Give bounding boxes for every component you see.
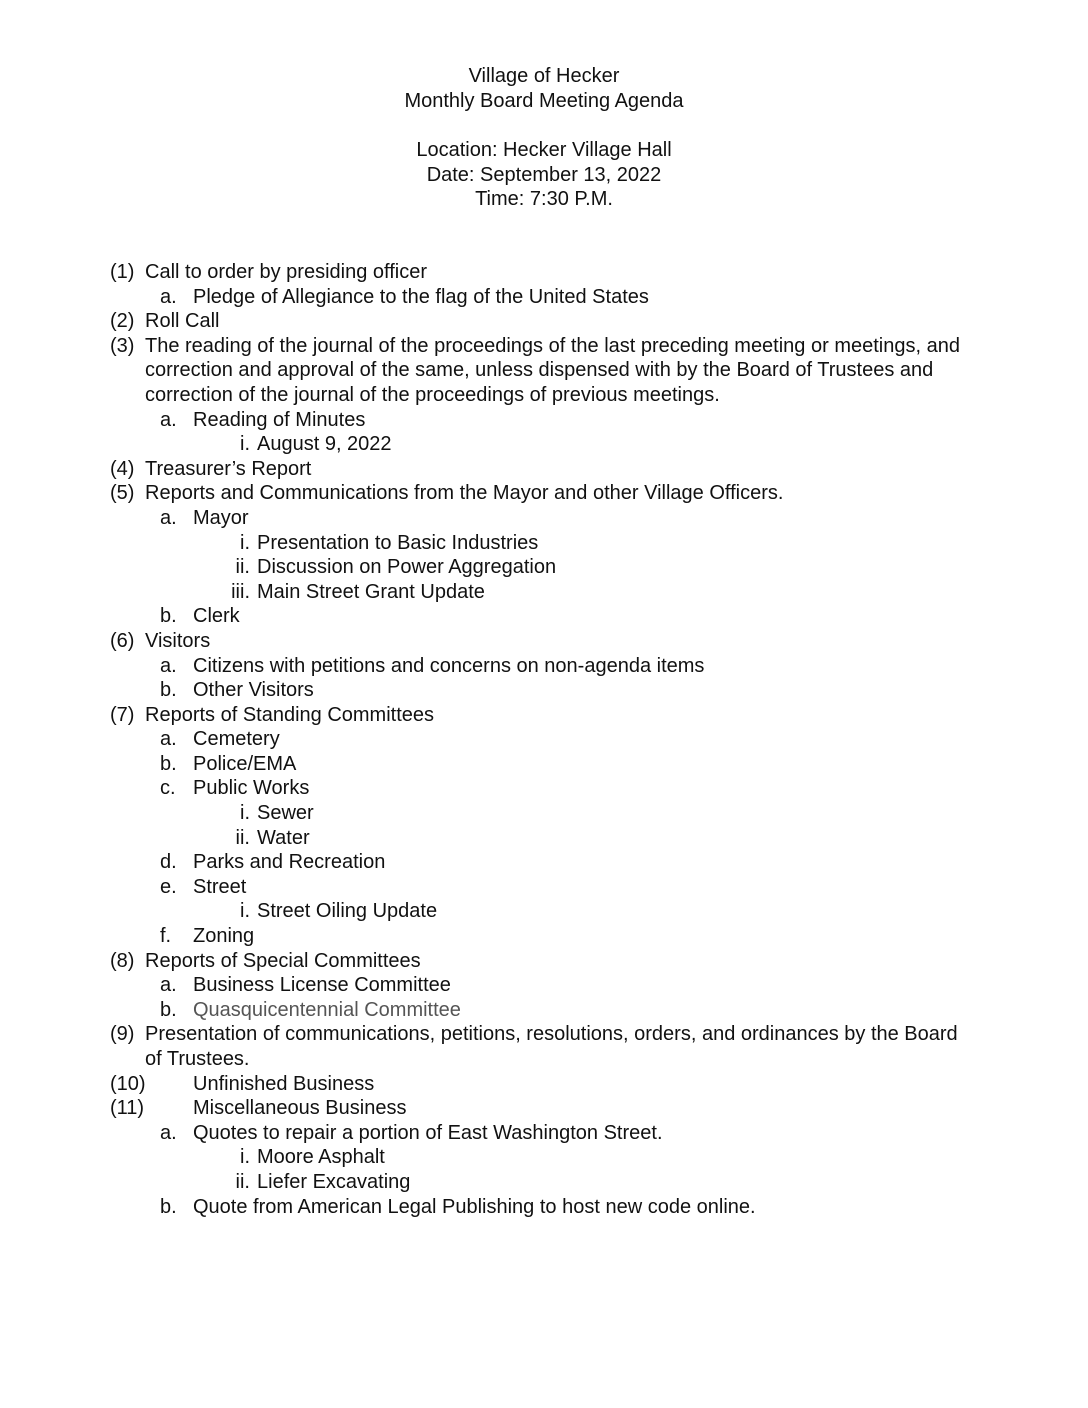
agenda-item (0, 432, 1088, 457)
agenda-item-text: Pledge of Allegiance to the flag of the United States (193, 285, 649, 308)
agenda-item-marker: (4) (110, 457, 135, 480)
agenda-item-text: Reports of Special Committees (145, 949, 421, 972)
agenda-item-marker: i. (240, 900, 250, 923)
agenda-item-text: Reading of Minutes (193, 408, 366, 431)
agenda-item-marker: a. (160, 408, 177, 431)
meeting-date: Date: September 13, 2022 (426, 163, 662, 186)
agenda-item-marker: b. (160, 998, 177, 1021)
agenda-item-marker: iii. (231, 580, 250, 603)
agenda-item-text: Parks and Recreation (193, 851, 386, 874)
agenda-item-marker: (11) (110, 1097, 145, 1120)
agenda-item-continuation (0, 358, 1088, 383)
agenda-item-continuation (0, 383, 1088, 408)
agenda-item (0, 604, 1088, 629)
agenda-item (0, 1096, 1088, 1121)
agenda-item-marker: ii. (235, 826, 250, 849)
agenda-item-text: Unfinished Business (193, 1072, 375, 1095)
agenda-item (0, 973, 1088, 998)
agenda-item-text: Miscellaneous Business (193, 1097, 407, 1120)
agenda-item-text: Discussion on Power Aggregation (257, 556, 557, 579)
agenda-item-marker: i. (240, 531, 250, 554)
agenda-item (0, 1121, 1088, 1146)
agenda-item-text: correction of the journal of the proceedings of previous meetings. (145, 383, 720, 406)
agenda-item-text: Street Oiling Update (257, 900, 438, 923)
agenda-item-text: The reading of the journal of the proceedings of the last preceding meeting or meetings, and (145, 334, 960, 357)
agenda-item-text: August 9, 2022 (257, 433, 392, 456)
agenda-item-text: Liefer Excavating (257, 1170, 411, 1193)
agenda-item-text: correction and approval of the same, unless dispensed with by the Board of Trustees and (145, 359, 934, 382)
agenda-item (0, 752, 1088, 777)
agenda-item-marker: (10) (110, 1072, 146, 1095)
agenda-item (0, 899, 1088, 924)
agenda-item-text: Quasquicentennial Committee (193, 998, 461, 1021)
agenda-item-marker: c. (160, 777, 176, 800)
agenda-item-text: Street (193, 875, 247, 898)
agenda-list (0, 260, 1088, 1219)
agenda-item (0, 285, 1088, 310)
agenda-item-text: Citizens with petitions and concerns on non-agenda items (193, 654, 705, 677)
village-name: Village of Hecker (468, 65, 620, 87)
agenda-item (0, 580, 1088, 605)
agenda-item-marker: (7) (110, 703, 135, 726)
agenda-item-marker: a. (160, 1121, 177, 1144)
agenda-item-text: Moore Asphalt (257, 1146, 385, 1169)
agenda-item-text: Sewer (257, 802, 314, 825)
agenda-item-marker: i. (240, 1146, 250, 1169)
agenda-item (0, 924, 1088, 949)
agenda-item-marker: a. (160, 974, 177, 997)
agenda-item-text: of Trustees. (145, 1048, 250, 1070)
agenda-item-text: Clerk (193, 605, 240, 628)
agenda-item-marker: ii. (235, 556, 250, 579)
agenda-item-marker: b. (160, 1195, 177, 1218)
agenda-item-text: Presentation of communications, petitions, resolutions, orders, and ordinances by the Board (145, 1023, 958, 1046)
agenda-item-marker: f. (160, 925, 172, 948)
agenda-item-text: Quotes to repair a portion of East Washington Street. (193, 1121, 663, 1144)
agenda-item (0, 506, 1088, 531)
agenda-header (0, 64, 1088, 113)
agenda-item-marker: d. (160, 851, 177, 874)
agenda-item (0, 408, 1088, 433)
agenda-item-text: Main Street Grant Update (257, 580, 485, 603)
agenda-item-text: Reports and Communications from the Mayor and other Village Officers. (145, 482, 784, 505)
agenda-item-text: Water (257, 826, 310, 849)
agenda-item-text: Mayor (193, 506, 249, 529)
agenda-item (0, 949, 1088, 974)
agenda-item (0, 776, 1088, 801)
agenda-item (0, 309, 1088, 334)
agenda-item-marker: (3) (110, 334, 135, 357)
agenda-item (0, 850, 1088, 875)
agenda-item (0, 1072, 1088, 1097)
agenda-item-marker: a. (160, 506, 177, 529)
agenda-item (0, 727, 1088, 752)
agenda-item-marker: e. (160, 875, 177, 898)
agenda-item (0, 457, 1088, 482)
agenda-item (0, 1145, 1088, 1170)
agenda-item-marker: ii. (235, 1170, 250, 1193)
agenda-item (0, 629, 1088, 654)
agenda-item-marker: (6) (110, 629, 135, 652)
agenda-item (0, 531, 1088, 556)
agenda-item-marker: a. (160, 285, 177, 308)
agenda-item (0, 703, 1088, 728)
agenda-item-marker: b. (160, 752, 177, 775)
agenda-item-text: Roll Call (145, 310, 220, 333)
document-title: Monthly Board Meeting Agenda (404, 89, 684, 112)
agenda-item-text: Reports of Standing Committees (145, 703, 435, 726)
agenda-item (0, 260, 1088, 285)
agenda-item (0, 1170, 1088, 1195)
meeting-time: Time: 7:30 P.M. (475, 188, 613, 211)
agenda-item-text: Treasurer’s Report (145, 457, 312, 480)
agenda-item (0, 826, 1088, 851)
agenda-item (0, 334, 1088, 359)
agenda-item-text: Cemetery (193, 728, 280, 751)
agenda-item-marker: b. (160, 605, 177, 628)
agenda-item-text: Other Visitors (193, 679, 314, 702)
agenda-item (0, 801, 1088, 826)
agenda-item-marker: (2) (110, 310, 135, 333)
agenda-item-marker: a. (160, 728, 177, 751)
agenda-item (0, 875, 1088, 900)
agenda-item-text: Police/EMA (193, 752, 297, 775)
agenda-item-text: Presentation to Basic Industries (257, 531, 539, 554)
agenda-item-marker: (8) (110, 949, 135, 972)
agenda-item-continuation (0, 1047, 1088, 1072)
agenda-item-text: Visitors (145, 629, 211, 652)
agenda-item-marker: (1) (110, 261, 135, 283)
agenda-item (0, 1022, 1088, 1047)
agenda-item (0, 998, 1088, 1023)
meeting-location: Location: Hecker Village Hall (416, 139, 672, 161)
agenda-item-marker: (5) (110, 482, 135, 505)
agenda-item (0, 654, 1088, 679)
agenda-item-marker: a. (160, 654, 177, 677)
agenda-item (0, 555, 1088, 580)
agenda-item-text: Public Works (193, 777, 310, 800)
agenda-item-marker: (9) (110, 1023, 135, 1046)
agenda-item (0, 678, 1088, 703)
agenda-item-text: Quote from American Legal Publishing to host new code online. (193, 1195, 756, 1218)
agenda-item-text: Zoning (193, 925, 255, 948)
meeting-details (0, 138, 1088, 212)
agenda-item (0, 1195, 1088, 1220)
agenda-item-marker: b. (160, 679, 177, 702)
agenda-item-text: Business License Committee (193, 974, 451, 997)
agenda-item-marker: i. (240, 433, 250, 456)
agenda-item (0, 481, 1088, 506)
agenda-item-marker: i. (240, 802, 250, 825)
agenda-item-text: Call to order by presiding officer (145, 261, 427, 283)
